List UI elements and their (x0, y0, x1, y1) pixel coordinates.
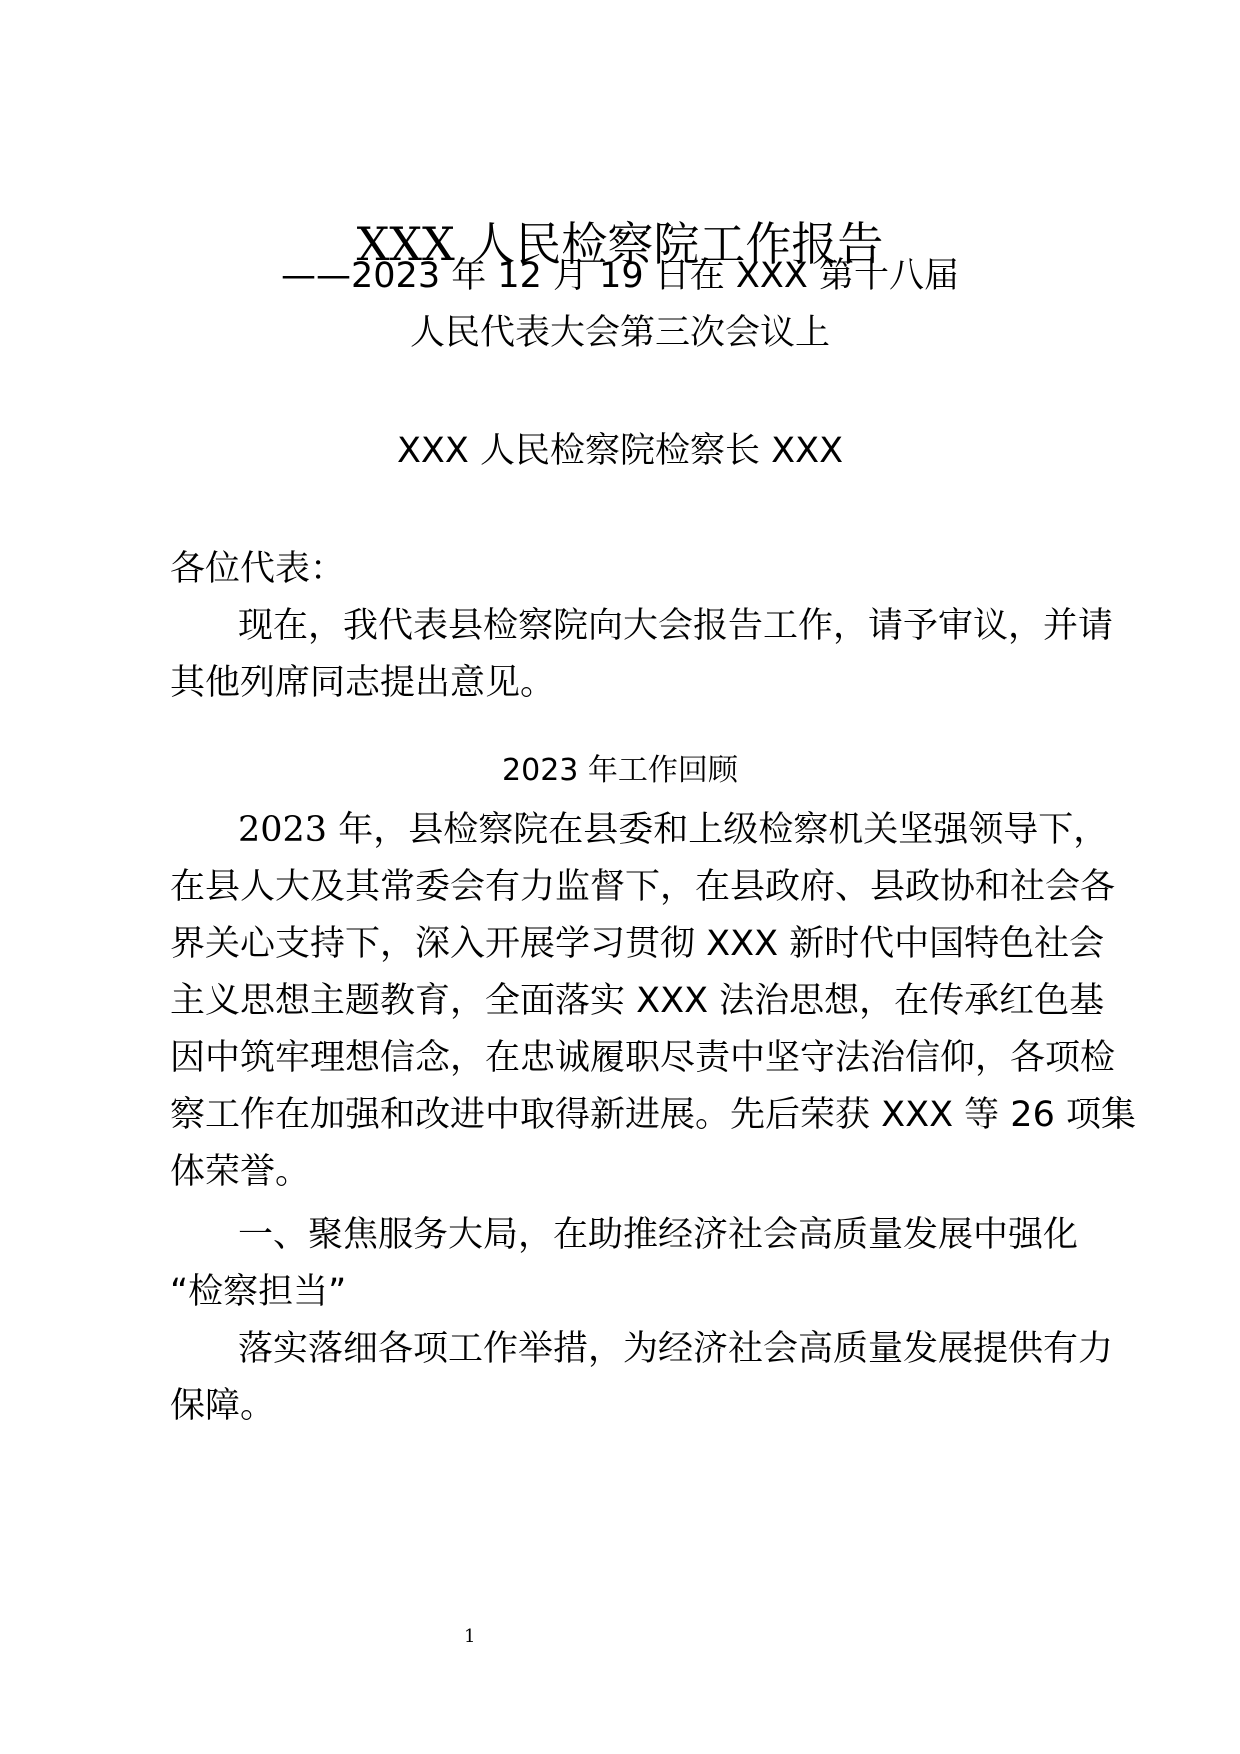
review-line: 因中筑牢理想信念，在忠诚履职尽责中坚守法治信仰，各项检 (170, 1038, 1116, 1078)
review-line: 界关心支持下，深入开展学习贯彻 XXX 新时代中国特色社会 (170, 924, 1105, 964)
review-line: 体荣誉。 (170, 1152, 311, 1192)
review-line: 察工作在加强和改进中取得新进展。先后荣获 XXX 等 26 项集 (170, 1095, 1136, 1135)
intro-line: 现在，我代表县检察院向大会报告工作，请予审议，并请 (238, 606, 1114, 646)
page-number: 1 (464, 1626, 476, 1647)
report-subtitle-line-1: ——2023 年 12 月 19 日在 XXX 第十八届 (281, 256, 959, 296)
section-heading: 2023 年工作回顾 (502, 753, 738, 788)
intro-line: 其他列席同志提出意见。 (170, 663, 556, 703)
review-line: 主义思想主题教育，全面落实 XXX 法治思想，在传承红色基 (170, 981, 1105, 1021)
report-subtitle-line-2: 人民代表大会第三次会议上 (409, 313, 830, 353)
review-line: 在县人大及其常委会有力监督下，在县政府、县政协和社会各 (170, 867, 1116, 907)
point-one-heading-line: 一、聚焦服务大局，在助推经济社会高质量发展中强化 (238, 1215, 1079, 1255)
report-title: XXX 人民检察院工作报告 (356, 217, 884, 271)
report-author: XXX 人民检察院检察长 XXX (396, 431, 844, 471)
salutation: 各位代表： (170, 549, 346, 589)
point-one-text-line: 落实落细各项工作举措，为经济社会高质量发展提供有力 (238, 1329, 1114, 1369)
point-one-heading-line: “检察担当” (170, 1272, 347, 1312)
point-one-text-line: 保障。 (170, 1386, 276, 1426)
review-line: 2023 年，县检察院在县委和上级检察机关坚强领导下， (238, 810, 1109, 850)
